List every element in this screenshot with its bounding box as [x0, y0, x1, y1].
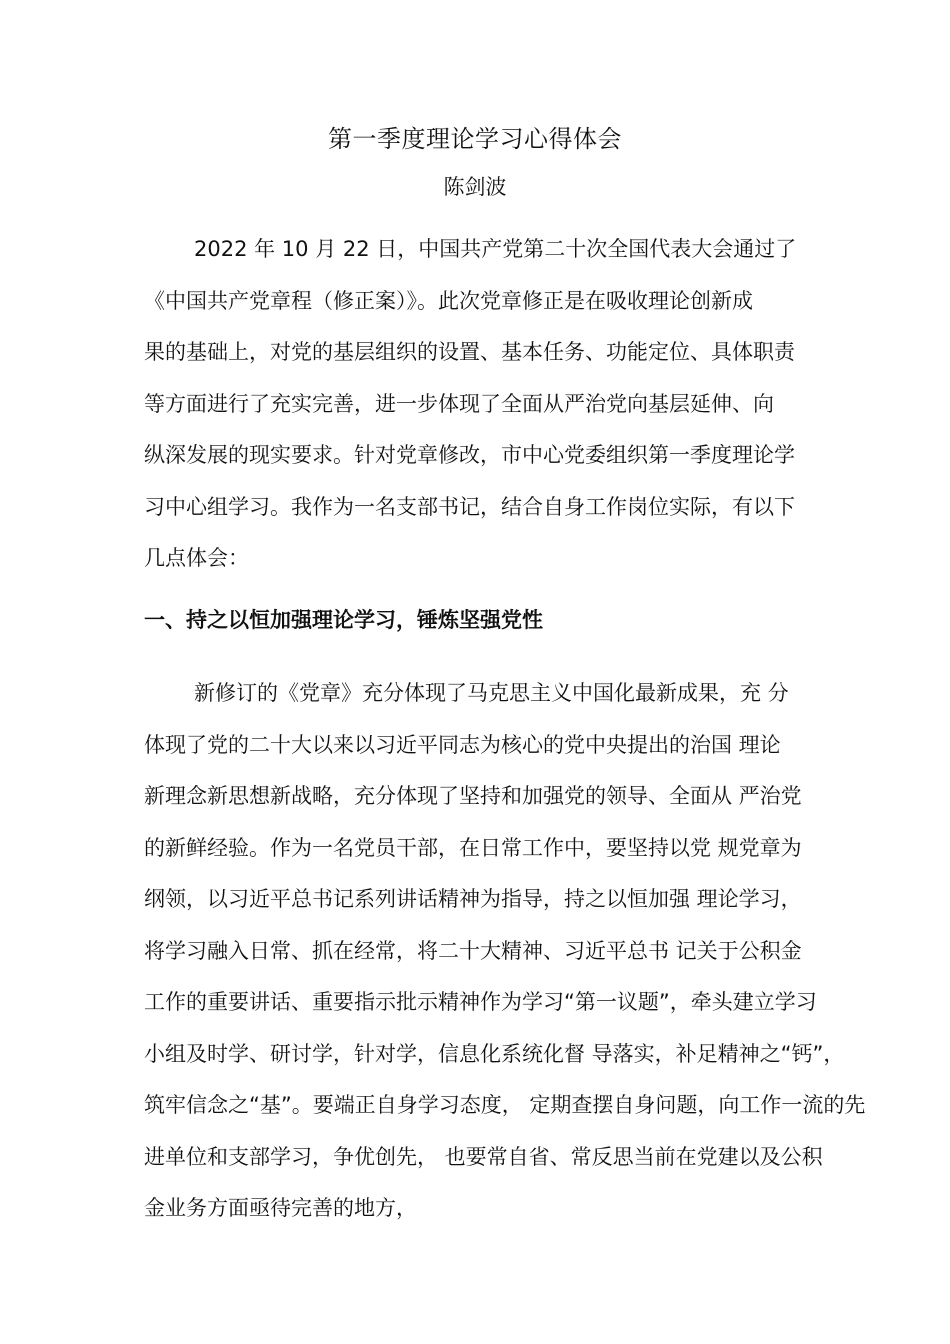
paragraph-line: 新理念新思想新战略，充分体现了坚持和加强党的领导、全面从 严治党 [144, 784, 802, 808]
document-author: 陈剑波 [443, 175, 507, 199]
paragraph-line: 工作的重要讲话、重要指示批示精神作为学习“第一议题”，牵头建立学习 [144, 990, 817, 1014]
paragraph-line: 进单位和支部学习，争优创先， 也要常自省、常反思当前在党建以及公积 [144, 1144, 823, 1169]
paragraph-line: 纵深发展的现实要求。针对党章修改，市中心党委组织第一季度理论学 [144, 443, 795, 467]
paragraph-line: 的新鲜经验。作为一名党员干部，在日常工作中，要坚持以党 规党章为 [144, 835, 802, 860]
paragraph-line: 几点体会： [144, 546, 249, 570]
paragraph-line: 2022 年 10 月 22 日，中国共产党第二十次全国代表大会通过了 [194, 237, 797, 261]
paragraph-line: 《中国共产党章程（修正案）》。此次党章修正是在吸收理论创新成 [144, 288, 753, 313]
intro-paragraph [144, 224, 844, 585]
paragraph-line: 果的基础上，对党的基层组织的设置、基本任务、功能定位、具体职责 [144, 340, 795, 364]
paragraph-line: 纲领，以习近平总书记系列讲话精神为指导，持之以恒加强 理论学习， [144, 887, 802, 911]
section-paragraph [144, 668, 866, 1235]
document-title: 第一季度理论学习心得体会 [328, 125, 622, 153]
paragraph-line: 将学习融入日常、抓在经常，将二十大精神、习近平总书 记关于公积金 [144, 938, 802, 963]
paragraph-line: 筑牢信念之“基”。要端正自身学习态度， 定期查摆自身问题，向工作一流的先 [144, 1093, 866, 1117]
paragraph-line: 习中心组学习。我作为一名支部书记，结合自身工作岗位实际，有以下 [144, 494, 795, 519]
paragraph-line: 等方面进行了充实完善，进一步体现了全面从严治党向基层延伸、向 [144, 391, 774, 416]
paragraph-line: 新修订的《党章》充分体现了马克思主义中国化最新成果，充 分 [194, 681, 789, 705]
paragraph-line: 小组及时学、研讨学，针对学，信息化系统化督 导落实，补足精神之“钙”， [144, 1041, 845, 1066]
section-heading: 一、持之以恒加强理论学习，锤炼坚强党性 [144, 608, 543, 632]
paragraph-line: 金业务方面亟待完善的地方， [144, 1196, 417, 1220]
paragraph-line: 体现了党的二十大以来以习近平同志为核心的党中央提出的治国 理论 [144, 732, 781, 757]
